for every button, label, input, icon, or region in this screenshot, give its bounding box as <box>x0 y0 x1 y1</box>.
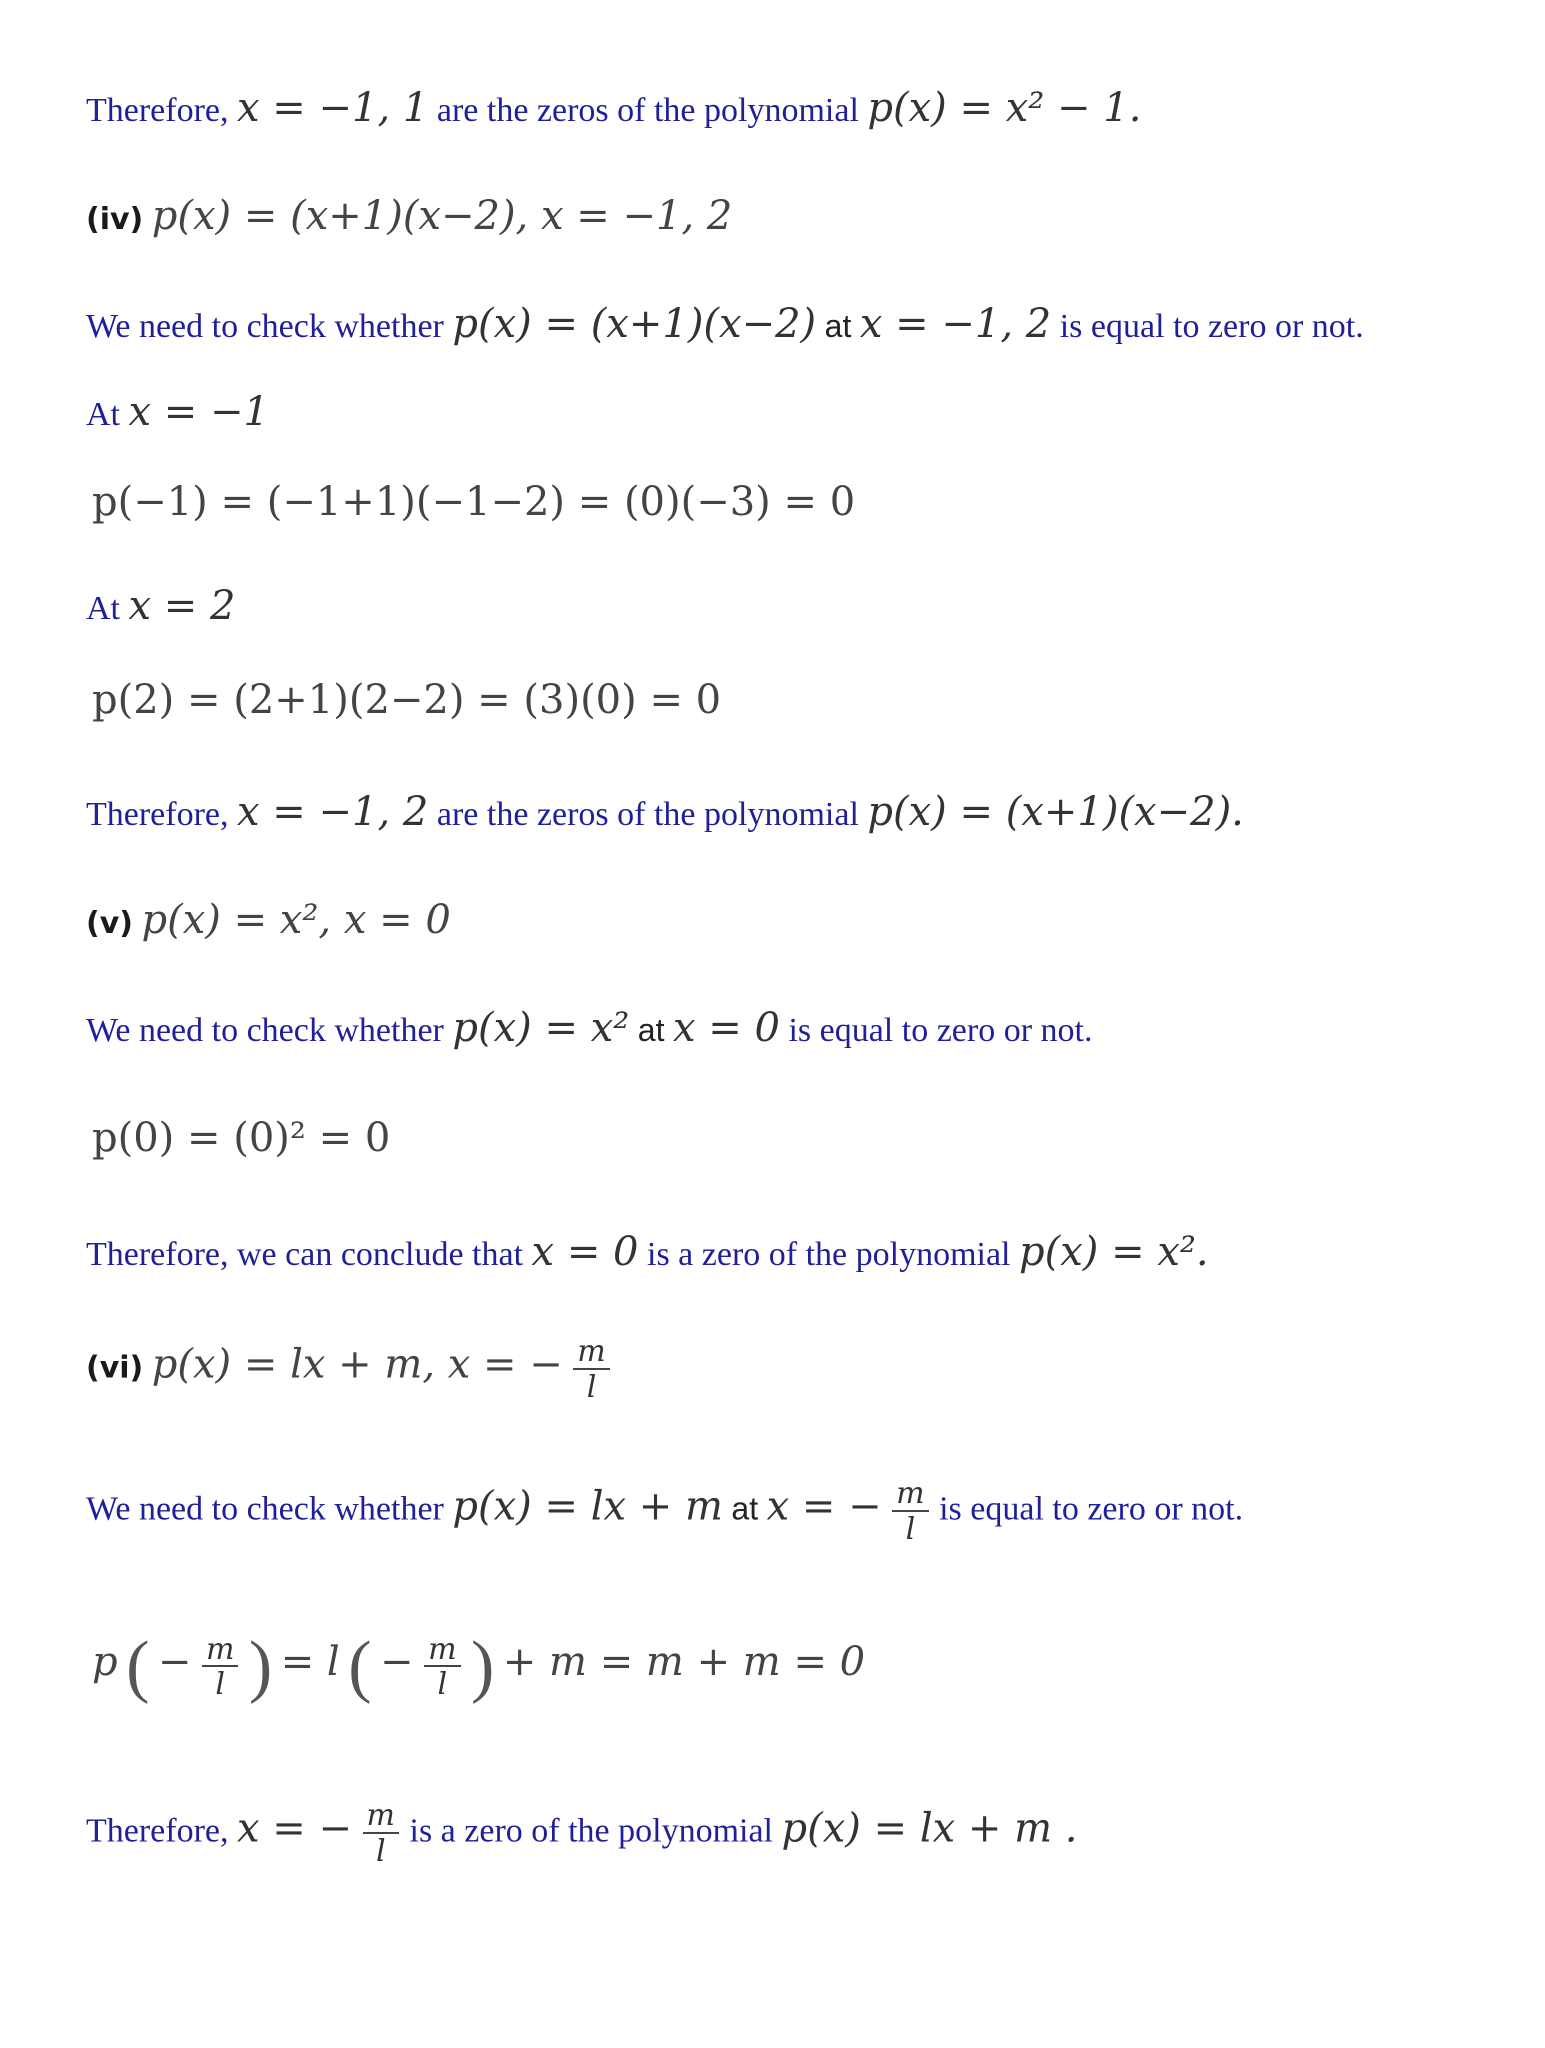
conclusion-iv <box>86 789 1244 835</box>
evaluation-p-0 <box>92 1115 391 1161</box>
text: at <box>731 1490 759 1527</box>
denominator: l <box>905 1511 916 1547</box>
math-expression: p(x) = x², x = 0 <box>141 897 451 943</box>
text: Therefore, <box>86 796 229 833</box>
right-paren: ) <box>471 1628 495 1705</box>
right-paren: ) <box>248 1628 273 1705</box>
math-expression: x = 0 <box>672 1005 780 1051</box>
at-x-minus-1 <box>86 389 269 435</box>
math-expression: x = 2 <box>128 583 236 629</box>
math-expression: p(x) = lx + m, x = − <box>151 1341 563 1388</box>
numerator: m <box>202 1634 238 1668</box>
text: is equal to zero or not. <box>788 1012 1093 1049</box>
denominator: l <box>437 1667 448 1702</box>
conclusion-vi <box>86 1800 1078 1867</box>
math-expression: x = −1 <box>128 389 269 435</box>
numerator: m <box>363 1800 399 1834</box>
part-label: (vi) <box>86 1350 144 1386</box>
denominator: l <box>586 1369 597 1405</box>
check-statement-v <box>86 1005 1093 1051</box>
at-x-2 <box>86 583 236 629</box>
math-expression: x = −1, 1 <box>237 85 429 131</box>
math-expression: x = − <box>237 1805 353 1852</box>
part-v-heading <box>86 897 451 943</box>
text: are the zeros of the polynomial <box>436 92 859 129</box>
fraction-m-over-l <box>202 1631 238 1702</box>
math-expression: p(x) = (x+1)(x−2). <box>867 789 1244 835</box>
text: is a zero of the polynomial <box>409 1812 774 1850</box>
left-paren: ( <box>348 1628 372 1705</box>
denominator: l <box>215 1667 225 1702</box>
text: at <box>637 1012 665 1048</box>
check-statement-vi <box>86 1478 1243 1545</box>
math-symbol: p <box>92 1638 118 1685</box>
math-expression: p(0) = (0)² = 0 <box>92 1115 391 1161</box>
math-expression: p(x) = (x+1)(x−2), x = −1, 2 <box>151 193 733 239</box>
text: is a zero of the polynomial <box>647 1236 1011 1273</box>
evaluation-p-minus-m-over-l: p ( − $\frac{m}{l}$ ) = l ( − $\frac{m}{l}$ ) + m = m + m = 0 <box>92 1628 866 1705</box>
math-expression: p(x) = x². <box>1019 1229 1209 1275</box>
left-paren: ( <box>126 1628 150 1705</box>
text: are the zeros of the polynomial <box>436 796 859 833</box>
text: is equal to zero or not. <box>1059 308 1364 345</box>
math-expression: p(x) = (x+1)(x−2) <box>452 301 817 347</box>
part-label: (iv) <box>86 202 144 237</box>
text: At <box>86 396 120 433</box>
fraction-m-over-l <box>573 1336 609 1403</box>
text: We need to check whether <box>86 1490 444 1528</box>
text: at <box>824 308 852 344</box>
text: We need to check whether <box>86 308 444 345</box>
text: Therefore, <box>86 1812 229 1850</box>
fraction-m-over-l <box>892 1478 928 1545</box>
math-expression: p(−1) = (−1+1)(−1−2) = (0)(−3) = 0 <box>92 479 856 525</box>
text: Therefore, <box>86 92 229 129</box>
math-expression: + m = m + m = 0 <box>502 1638 866 1685</box>
denominator: l <box>375 1833 386 1869</box>
numerator: m <box>573 1336 609 1370</box>
numerator: m <box>424 1634 460 1668</box>
text: We need to check whether <box>86 1012 444 1049</box>
math-expression: p(x) = x² <box>452 1005 630 1051</box>
math-expression: x = 0 <box>531 1229 639 1275</box>
math-expression: p(x) = x² − 1. <box>867 85 1142 131</box>
text: At <box>86 590 120 627</box>
part-iv-heading <box>86 193 733 239</box>
evaluation-p-minus-1 <box>92 479 856 525</box>
fraction-m-over-l <box>424 1631 460 1702</box>
math-expression: = l <box>280 1638 340 1685</box>
part-label: (v) <box>86 906 133 941</box>
conclusion-v <box>86 1229 1209 1275</box>
math-expression: x = −1, 2 <box>859 301 1052 347</box>
numerator: m <box>892 1478 928 1512</box>
part-vi-heading <box>86 1336 612 1403</box>
check-statement-iv <box>86 301 1364 347</box>
text: Therefore, we can conclude that <box>86 1236 524 1273</box>
math-expression: p(x) = lx + m <box>452 1483 723 1530</box>
math-expression: p(x) = lx + m . <box>781 1805 1078 1852</box>
math-expression: x = −1, 2 <box>237 789 429 835</box>
math-expression: p(2) = (2+1)(2−2) = (3)(0) = 0 <box>92 677 722 723</box>
fraction-m-over-l <box>363 1800 399 1867</box>
conclusion-iii <box>86 85 1142 131</box>
text: is equal to zero or not. <box>939 1490 1244 1528</box>
evaluation-p-2 <box>92 677 722 723</box>
math-expression: x = − <box>766 1483 882 1530</box>
